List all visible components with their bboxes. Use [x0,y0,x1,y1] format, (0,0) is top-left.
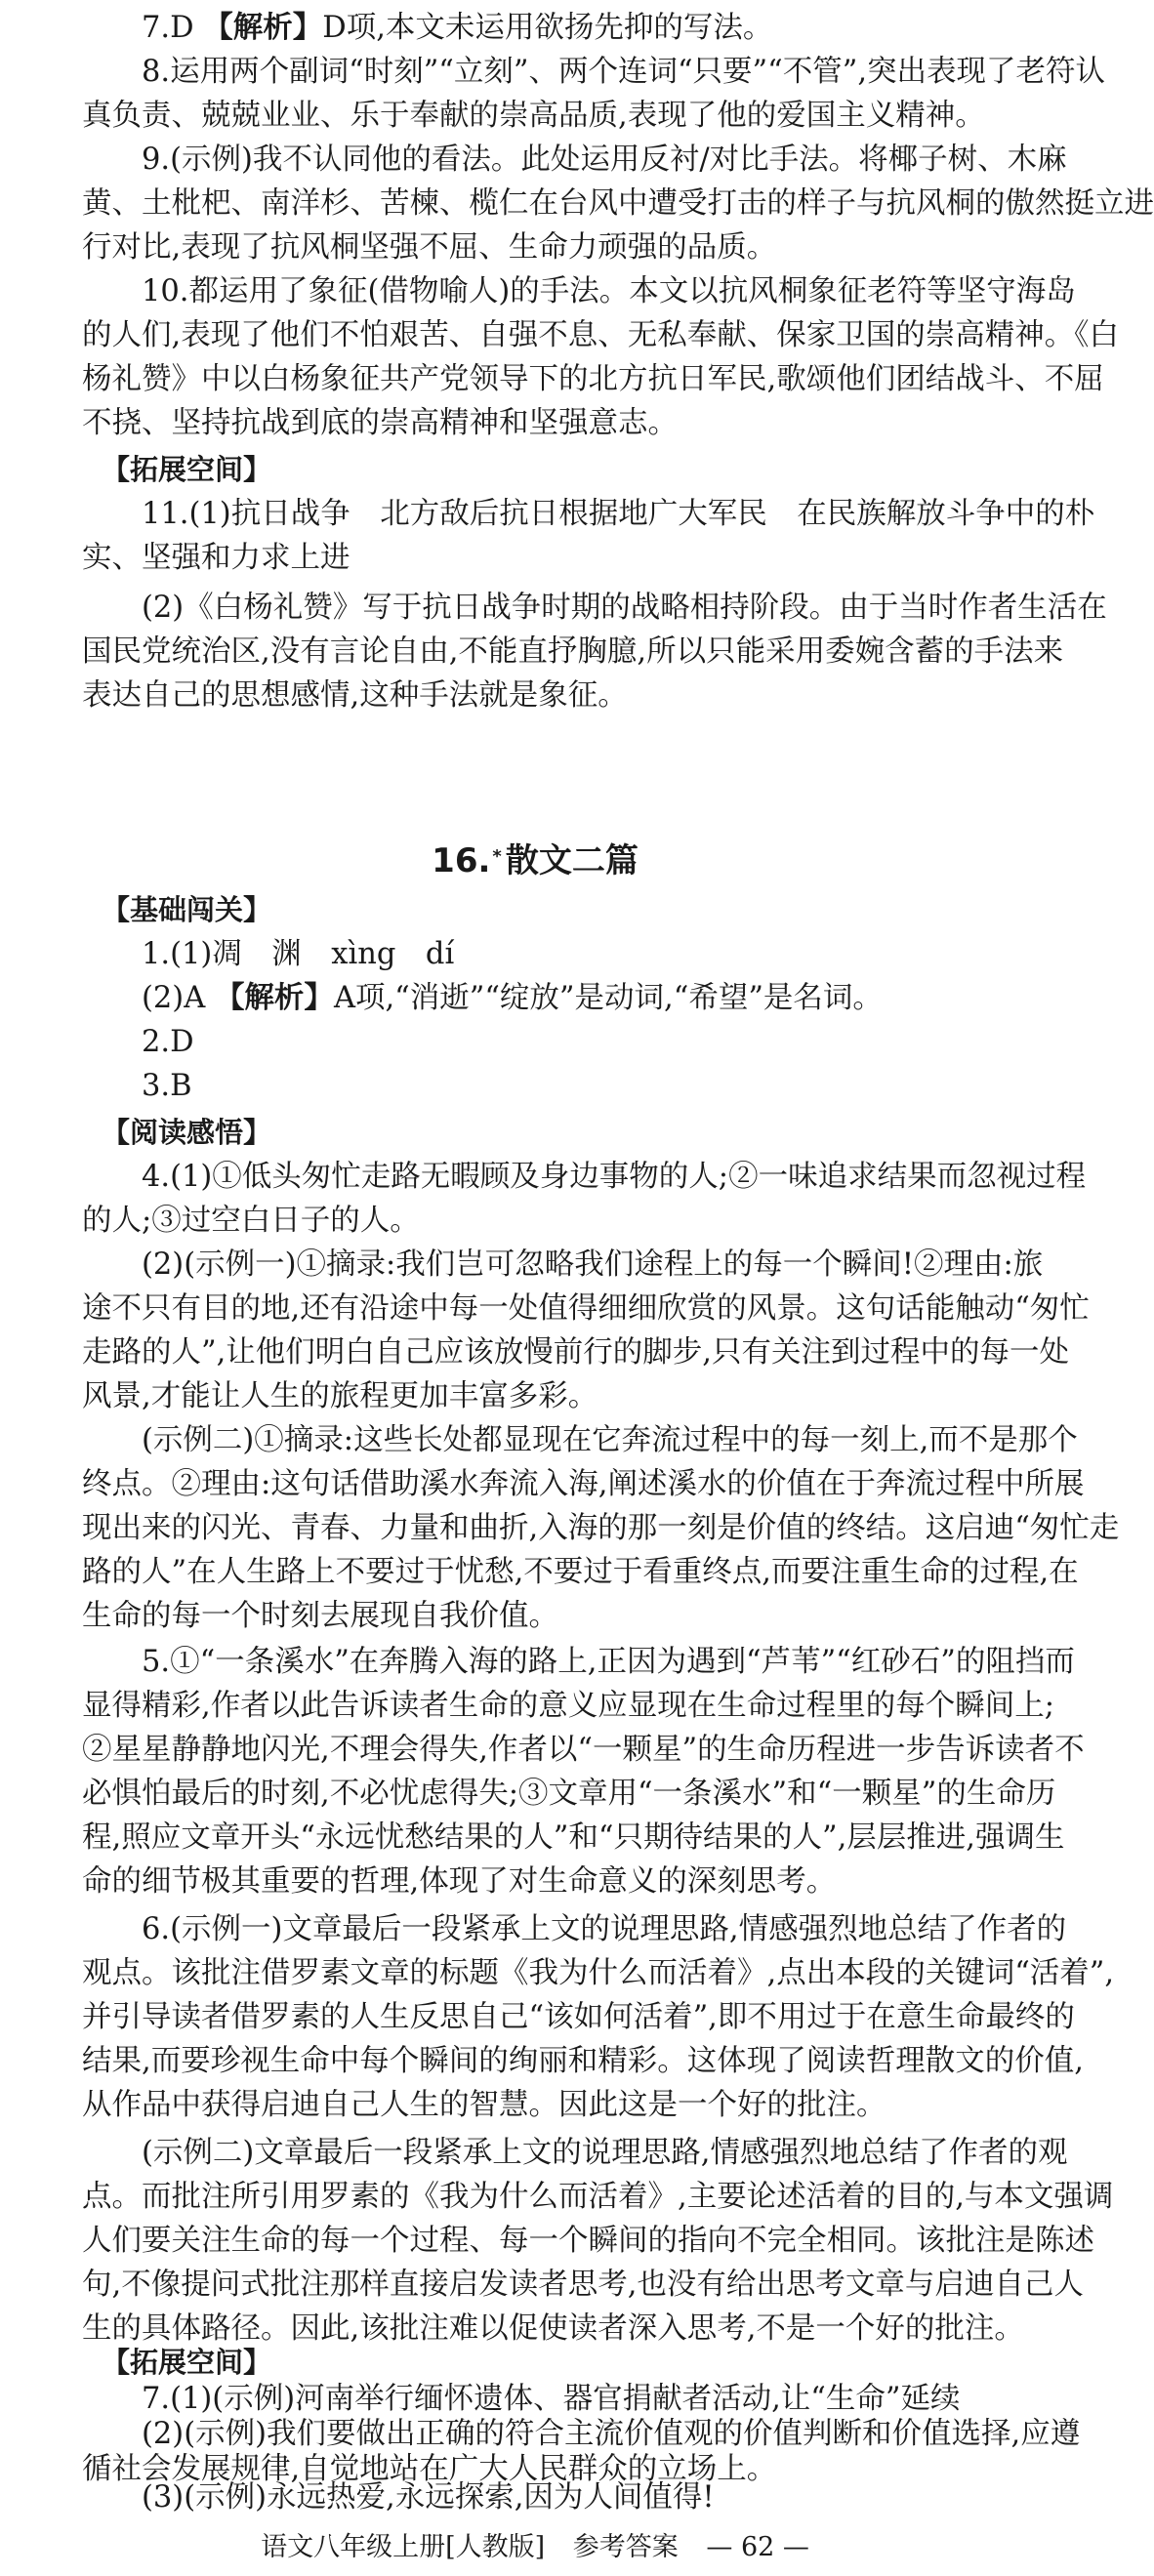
answer-line [82,225,1005,269]
answer-line [82,1772,1056,1816]
lesson-number: 16. [432,841,491,880]
answer-text: A项,“消逝”“绽放”是动词,“希望”是名词。 [333,981,883,1015]
answer-text: D项,本文未运用欲扬先抑的写法。 [322,11,773,45]
answer-text: (3)(示例)永远热爱,永远探索,因为人间值得! [82,2480,715,2515]
answer-line [82,357,1104,401]
section-header-yuedu: 【阅读感悟】 [102,1116,272,1149]
answer-line [82,1199,1005,1243]
section-header-tuozhan: 【拓展空间】 [102,453,272,486]
answer-text: 人们要关注生命的每一个过程、每一个瞬间的指向不完全相同。该批注是陈述 [82,2224,1094,2258]
answer-line [82,976,1005,1020]
answer-text: 5.①“一条溪水”在奔腾入海的路上,正因为遇到“芦苇”“红砂石”的阻挡而 [142,1645,1075,1679]
answer-line [82,536,1005,580]
answer-line [82,1684,1054,1728]
answer-line [82,1287,1090,1330]
answer-text: 观点。该批注借罗素文章的标题《我为什么而活着》,点出本段的关键词“活着”, [82,1956,1115,1990]
answer-line [82,6,1005,50]
answer-text: 点。而批注所引用罗素的《我为什么而活着》,主要论述活着的目的,与本文强调 [82,2180,1114,2214]
answer-line [82,1728,1085,1772]
answer-line [82,1550,1079,1594]
optional-mark: * [492,846,502,867]
answer-text: ②星星静静地闪光,不理会得失,作者以“一颗星”的生命历程进一步告诉读者不 [82,1733,1085,1767]
answer-line [82,2219,1094,2263]
answer-text: 的人;③过空白日子的人。 [82,1204,420,1238]
answer-text: 8.运用两个副词“时刻”“立刻”、两个连词“只要”“不管”,突出表现了老符认 [142,55,1106,89]
answer-line [82,2175,1114,2219]
answer-text: 句,不像提问式批注那样直接启发读者思考,也没有给出思考文章与启迪自己人 [82,2268,1084,2302]
analysis-tag: 【解析】 [203,11,323,45]
answer-text: 程,照应文章开头“永远忧愁结果的人”和“只期待结果的人”,层层推进,强调生 [82,1820,1065,1855]
answer-line [82,2382,1005,2417]
answer-text: 2.D [142,1025,194,1059]
answer-prefix: (2)A [142,981,215,1015]
answer-text: 行对比,表现了抗风桐坚强不屈、生命力顽强的品质。 [82,230,777,265]
answer-line [82,1907,1067,1951]
answer-line [82,2263,1084,2307]
page-footer [0,2528,1070,2567]
answer-line [82,313,1119,357]
answer-text: (2)《白杨礼赞》写于抗日战争时期的战略相持阶段。由于当时作者生活在 [142,591,1107,625]
footer-subject: 语文八年级上册[人教版] [261,2532,546,2562]
answer-line [82,138,1067,182]
answer-text: 不挠、坚持抗战到底的崇高精神和坚强意志。 [82,406,678,440]
footer-label: 参考答案 [572,2532,679,2562]
answer-line [82,492,1095,536]
answer-text: (示例二)①摘录:这些长处都显现在它奔流过程中的每一刻上,而不是那个 [142,1423,1078,1457]
answer-text: 途不只有目的地,还有沿途中每一处值得细细欣赏的风景。这句话能触动“匆忙 [82,1291,1090,1326]
answer-line [82,182,1154,225]
answer-line [82,1243,1044,1287]
answer-text: 风景,才能让人生的旅程更加丰富多彩。 [82,1379,598,1413]
answer-text: (2)(示例一)①摘录:我们岂可忽略我们途程上的每一个瞬间!②理由:旅 [142,1247,1044,1282]
answer-line [82,1330,1069,1374]
answer-text: 从作品中获得启迪自己人生的智慧。因此这是一个好的批注。 [82,2088,886,2122]
answer-line [82,2083,1005,2127]
answer-text: 1.(1)凋 渊 xìng dí [142,937,455,971]
answer-line [82,269,1076,313]
answer-line [82,1506,1120,1550]
answer-line [82,2039,1084,2083]
answer-line [82,1594,1005,1638]
answer-text: 的人们,表现了他们不怕艰苦、自强不息、无私奉献、保家卫国的崇高精神。《白 [82,318,1119,352]
answer-text: 显得精彩,作者以此告诉读者生命的意义应显现在生命过程里的每个瞬间上; [82,1689,1054,1723]
answer-text: (2)(示例)我们要做出正确的符合主流价值观的价值判断和价值选择,应遵 [142,2417,1081,2451]
answer-text: 并引导读者借罗素的人生反思自己“该如何活着”,即不用过于在意生命最终的 [82,2000,1075,2034]
answer-text: 必惧怕最后的时刻,不必忧虑得失;③文章用“一条溪水”和“一颗星”的生命历 [82,1777,1056,1811]
answer-line [82,2417,1081,2452]
answer-text: 6.(示例一)文章最后一段紧承上文的说理思路,情感强烈地总结了作者的 [142,1912,1067,1946]
answer-text: 循社会发展规律,自觉地站在广大人民群众的立场上。 [82,2452,777,2486]
answer-line [82,401,1005,445]
answer-text: 路的人”在人生路上不要过于忧愁,不要过于看重终点,而要注重生命的过程,在 [82,1555,1079,1589]
answer-line [82,1064,1005,1108]
answer-line [82,674,1005,717]
answer-line [82,932,1005,976]
answer-prefix: 7.D [142,11,204,45]
answer-line [82,2131,1068,2175]
answer-text: 黄、土枇杷、南洋杉、苦楝、榄仁在台风中遭受打击的样子与抗风桐的傲然挺立进 [82,186,1154,221]
section-header-tuozhan: 【拓展空间】 [102,2346,272,2379]
lesson-name: 散文二篇 [505,841,639,880]
section-header-jichu: 【基础闯关】 [102,893,272,926]
answer-line [82,2480,1005,2515]
answer-text: (示例二)文章最后一段紧承上文的说理思路,情感强烈地总结了作者的观 [142,2136,1068,2170]
answer-text: 终点。②理由:这句话借助溪水奔流入海,阐述溪水的价值在于奔流过程中所展 [82,1467,1085,1501]
answer-text: 杨礼赞》中以白杨象征共产党领导下的北方抗日军民,歌颂他们团结战斗、不屈 [82,362,1104,396]
answer-line [82,1860,1005,1903]
answer-text: 生的具体路径。因此,该批注难以促使读者深入思考,不是一个好的批注。 [82,2311,1024,2346]
page-number: — 62 — [706,2532,809,2562]
answer-line [82,630,1064,674]
answer-text: 4.(1)①低头匆忙走路无暇顾及身边事物的人;②一味追求结果而忽视过程 [142,1160,1087,1194]
answer-line [82,1995,1075,2039]
answer-text: 生命的每一个时刻去展现自我价值。 [82,1599,558,1633]
answer-line [82,1462,1085,1506]
answer-text: 3.B [142,1069,192,1103]
answer-line [82,1640,1075,1684]
answer-line [82,50,1106,94]
answer-text: 真负责、兢兢业业、乐于奉献的崇高品质,表现了他的爱国主义精神。 [82,99,985,133]
answer-text: 表达自己的思想感情,这种手法就是象征。 [82,678,628,713]
answer-text: 结果,而要珍视生命中每个瞬间的绚丽和精彩。这体现了阅读哲理散文的价值, [82,2044,1084,2078]
answer-text: 7.(1)(示例)河南举行缅怀遗体、器官捐献者活动,让“生命”延续 [142,2382,961,2416]
answer-text: 实、坚强和力求上进 [82,541,350,575]
lesson-title [0,838,1070,884]
answer-line [82,1418,1078,1462]
answer-text: 9.(示例)我不认同他的看法。此处运用反衬/对比手法。将椰子树、木麻 [142,143,1067,177]
answer-text: 国民党统治区,没有言论自由,不能直抒胸臆,所以只能采用委婉含蓄的手法来 [82,634,1064,669]
answer-line [82,1951,1115,1995]
answer-text: 走路的人”,让他们明白自己应该放慢前行的脚步,只有关注到过程中的每一处 [82,1335,1069,1370]
analysis-tag: 【解析】 [214,981,334,1015]
answer-text: 现出来的闪光、青春、力量和曲折,入海的那一刻是价值的终结。这启迪“匆忙走 [82,1511,1120,1545]
answer-line [82,1020,1005,1064]
answer-line [82,1155,1087,1199]
answer-text: 11.(1)抗日战争 北方敌后抗日根据地广大军民 在民族解放斗争中的朴 [142,497,1095,531]
answer-line [82,586,1107,630]
answer-line [82,1816,1065,1860]
answer-text: 命的细节极其重要的哲理,体现了对生命意义的深刻思考。 [82,1864,837,1899]
answer-line [82,1374,1005,1418]
answer-line [82,94,1005,138]
answer-text: 10.都运用了象征(借物喻人)的手法。本文以抗风桐象征老符等坚守海岛 [142,274,1076,308]
